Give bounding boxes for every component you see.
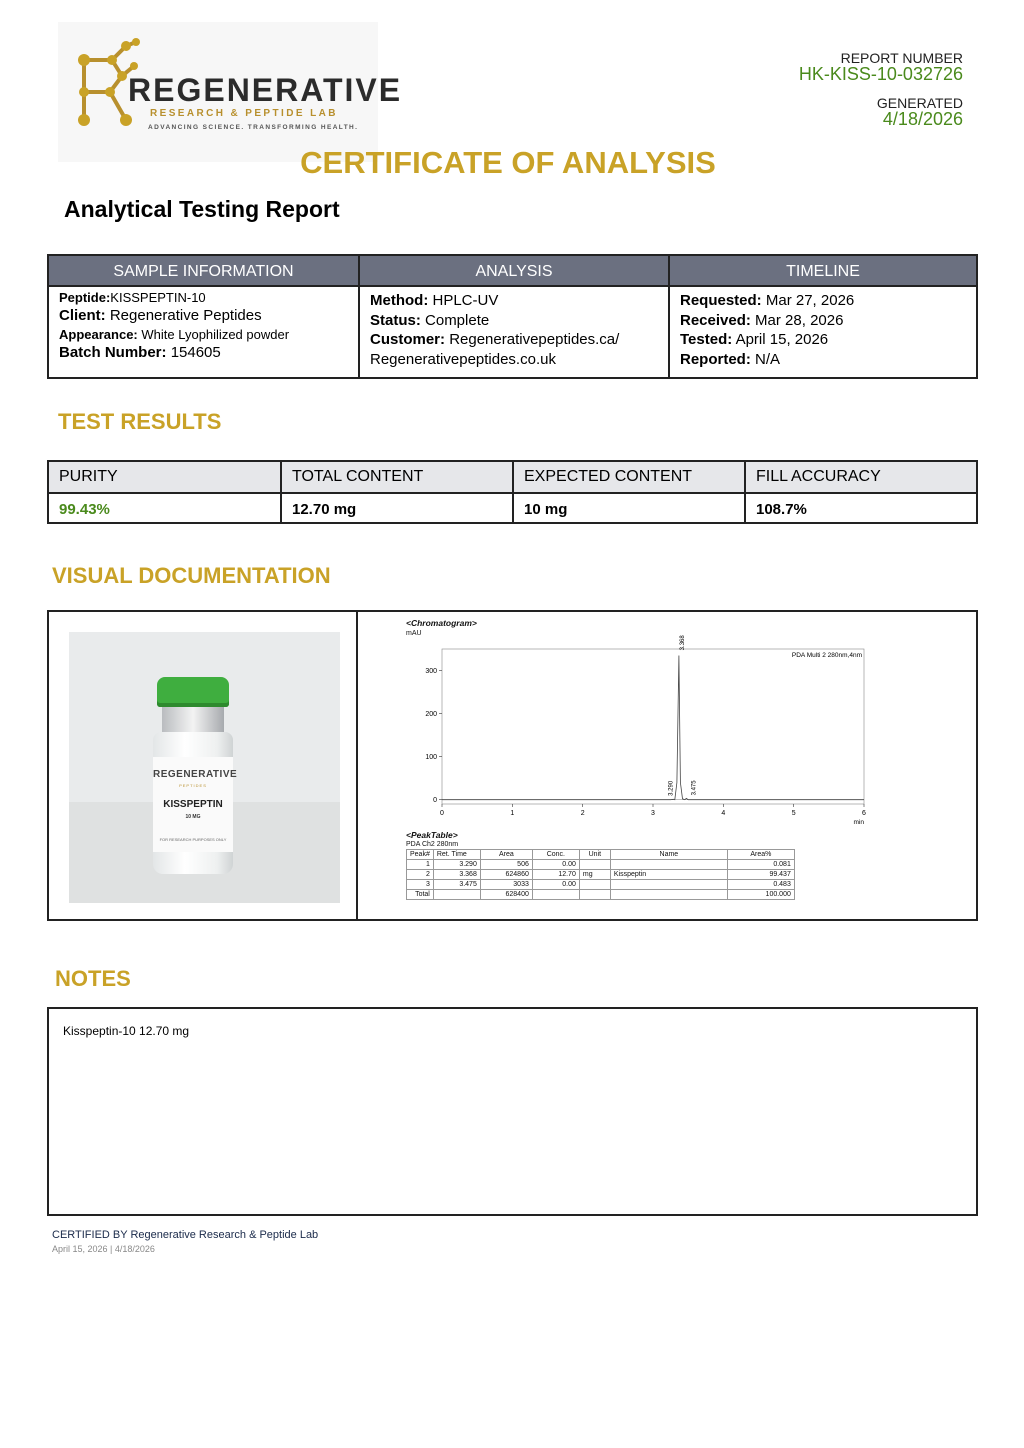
peak-table bbox=[406, 849, 795, 900]
report-number: HK-KISS-10-032726 bbox=[798, 64, 963, 84]
analysis-header: ANALYSIS bbox=[360, 256, 668, 287]
client-value: Regenerative Peptides bbox=[109, 307, 262, 324]
report-number-label: REPORT NUMBER bbox=[840, 50, 963, 66]
y-axis-unit: mAU bbox=[406, 630, 422, 637]
x-tick-label: 2 bbox=[580, 810, 585, 817]
customer-value: Regenerativepeptides.ca/ bbox=[449, 331, 620, 348]
purity-header: PURITY bbox=[49, 462, 280, 492]
peak-cell: Kisspeptin bbox=[610, 870, 727, 880]
generated-label: GENERATED bbox=[876, 95, 963, 111]
peak-table-total-row bbox=[407, 890, 795, 900]
peak-cell bbox=[610, 880, 727, 890]
vial-cap bbox=[157, 677, 229, 707]
peak-cell: 3.290 bbox=[433, 860, 480, 870]
total-content-header: TOTAL CONTENT bbox=[282, 462, 512, 492]
peak-cell: 3.475 bbox=[433, 880, 480, 890]
expected-content-header: EXPECTED CONTENT bbox=[514, 462, 744, 492]
reported-value: N/A bbox=[755, 350, 781, 368]
peak-cell bbox=[579, 880, 610, 890]
vial-product-name: KISSPEPTIN bbox=[163, 799, 223, 810]
divider bbox=[356, 612, 358, 919]
status-line: Status: Complete bbox=[370, 311, 490, 329]
peak-label: 3.368 bbox=[679, 635, 686, 651]
tested-value: April 15, 2026 bbox=[735, 331, 829, 348]
peak-header-cell: Name bbox=[610, 850, 727, 860]
peak-cell: 3.368 bbox=[433, 870, 480, 880]
peak-table-title: <PeakTable> bbox=[406, 830, 458, 840]
x-tick-label: 0 bbox=[440, 810, 444, 817]
peak-table-header-row bbox=[407, 850, 795, 860]
requested-line: Requested: Mar 27, 2026 bbox=[680, 292, 855, 309]
peak-label: 3.290 bbox=[668, 780, 675, 796]
batch-line: Batch Number: 154605 bbox=[59, 343, 221, 361]
peak-header-cell: Unit bbox=[579, 850, 610, 860]
y-tick-label: 200 bbox=[425, 711, 437, 719]
peak-table-row bbox=[407, 880, 795, 890]
peak-cell: 99.437 bbox=[727, 870, 794, 880]
peak-cell: 624860 bbox=[480, 870, 532, 880]
peak-header-cell: Ret. Time bbox=[433, 850, 480, 860]
peak-cell: 0.00 bbox=[532, 880, 579, 890]
certificate-title: CERTIFICATE OF ANALYSIS bbox=[300, 145, 716, 180]
x-tick-label: 4 bbox=[721, 810, 726, 817]
analysis-cell bbox=[360, 287, 668, 377]
customer-line-2: Regenerativepeptides.co.uk bbox=[370, 350, 556, 368]
expected-content-value: 10 mg bbox=[524, 500, 568, 518]
logo-tagline: ADVANCING SCIENCE. TRANSFORMING HEALTH. bbox=[148, 124, 359, 131]
report-subtitle: Analytical Testing Report bbox=[64, 196, 340, 222]
method-value: HPLC-UV bbox=[432, 292, 499, 309]
sample-info-header: SAMPLE INFORMATION bbox=[49, 256, 358, 287]
peak-cell: mg bbox=[579, 870, 610, 880]
fill-accuracy-header: FILL ACCURACY bbox=[746, 462, 976, 492]
notes-text: Kisspeptin-10 12.70 mg bbox=[63, 1024, 190, 1038]
peak-label: 3.475 bbox=[691, 780, 698, 796]
peak-cell: 3 bbox=[407, 880, 434, 890]
peak-table-row bbox=[407, 860, 795, 870]
peak-cell: 0.081 bbox=[727, 860, 794, 870]
y-tick-label: 100 bbox=[425, 754, 437, 762]
peak-header-cell: Area bbox=[480, 850, 532, 860]
x-tick-label: 3 bbox=[651, 810, 655, 817]
peak-cell: 3033 bbox=[480, 880, 532, 890]
appearance-value: White Lyophilized powder bbox=[141, 326, 290, 342]
method-line: Method: HPLC-UV bbox=[370, 292, 499, 309]
peak-cell bbox=[433, 890, 480, 900]
reported-line: Reported: N/A bbox=[680, 350, 781, 368]
peak-cell: 1 bbox=[407, 860, 434, 870]
requested-value: Mar 27, 2026 bbox=[765, 292, 855, 309]
vial-photo bbox=[69, 632, 340, 903]
peak-cell: 628400 bbox=[480, 890, 532, 900]
plot-frame bbox=[442, 649, 864, 804]
peak-header-cell: Area% bbox=[727, 850, 794, 860]
peak-cell: 12.70 bbox=[532, 870, 579, 880]
y-tick-label: 300 bbox=[425, 668, 437, 676]
total-content-value: 12.70 mg bbox=[292, 500, 357, 518]
timeline-cell bbox=[670, 287, 976, 377]
visual-doc-heading: VISUAL DOCUMENTATION bbox=[52, 563, 331, 588]
peak-cell: 0.00 bbox=[532, 860, 579, 870]
chromatogram-plot bbox=[389, 616, 889, 831]
results-table bbox=[47, 460, 978, 524]
appearance-line: Appearance: White Lyophilized powder bbox=[59, 326, 290, 342]
batch-value: 154605 bbox=[170, 343, 221, 361]
timeline-header: TIMELINE bbox=[670, 256, 976, 287]
peak-cell bbox=[579, 890, 610, 900]
chromatogram bbox=[389, 616, 949, 916]
chromatogram-title: <Chromatogram> bbox=[406, 618, 477, 628]
peak-cell bbox=[579, 860, 610, 870]
vial-note: FOR RESEARCH PURPOSES ONLY bbox=[159, 837, 227, 842]
x-tick-label: 6 bbox=[862, 810, 866, 817]
sample-info-cell bbox=[49, 287, 358, 377]
peak-cell: Total bbox=[407, 890, 434, 900]
peak-cell: 2 bbox=[407, 870, 434, 880]
customer-line: Customer: Regenerativepeptides.ca/ bbox=[370, 331, 620, 348]
peak-header-cell: Peak# bbox=[407, 850, 434, 860]
logo-subtitle: RESEARCH & PEPTIDE LAB bbox=[150, 108, 338, 119]
visual-doc-box bbox=[47, 610, 978, 921]
x-axis-unit: min bbox=[853, 819, 864, 826]
peptide-value: KISSPEPTIN-10 bbox=[110, 290, 206, 305]
notes-box bbox=[47, 1007, 978, 1216]
vial-brand-sub: PEPTIDES bbox=[179, 783, 207, 788]
vial-brand: REGENERATIVE bbox=[153, 769, 238, 780]
peak-cell bbox=[610, 860, 727, 870]
x-tick-label: 1 bbox=[510, 810, 515, 817]
peak-table-row bbox=[407, 870, 795, 880]
status-value: Complete bbox=[425, 311, 490, 329]
received-line: Received: Mar 28, 2026 bbox=[680, 311, 844, 329]
generated-date: 4/18/2026 bbox=[882, 109, 963, 129]
received-value: Mar 28, 2026 bbox=[755, 311, 844, 329]
vial-label bbox=[153, 757, 238, 852]
vial-dose: 10 MG bbox=[185, 814, 201, 820]
purity-value: 99.43% bbox=[59, 500, 110, 518]
y-tick-label: 0 bbox=[433, 797, 437, 805]
x-tick-label: 5 bbox=[791, 810, 796, 817]
peak-cell bbox=[610, 890, 727, 900]
client-line: Client: Regenerative Peptides bbox=[59, 307, 262, 324]
peak-cell: 100.000 bbox=[727, 890, 794, 900]
logo-wordmark: REGENERATIVE bbox=[128, 72, 403, 108]
peak-cell: 506 bbox=[480, 860, 532, 870]
chromatogram-series-line bbox=[442, 656, 864, 800]
test-results-heading: TEST RESULTS bbox=[58, 409, 222, 434]
footer-dates: April 15, 2026 | 4/18/2026 bbox=[52, 1244, 155, 1254]
peptide-line: Peptide:KISSPEPTIN-10 bbox=[59, 290, 206, 305]
fill-accuracy-value: 108.7% bbox=[756, 500, 807, 518]
peak-cell: 0.483 bbox=[727, 880, 794, 890]
certified-by: CERTIFIED BY Regenerative Research & Peptide Lab bbox=[52, 1229, 319, 1241]
info-table bbox=[47, 254, 978, 379]
peak-cell bbox=[532, 890, 579, 900]
peak-header-cell: Conc. bbox=[532, 850, 579, 860]
notes-heading: NOTES bbox=[55, 966, 131, 991]
peak-table-subtitle: PDA Ch2 280nm bbox=[406, 841, 459, 848]
tested-line: Tested: April 15, 2026 bbox=[680, 331, 829, 348]
chart-legend: PDA Multi 2 280nm,4nm bbox=[791, 652, 862, 659]
